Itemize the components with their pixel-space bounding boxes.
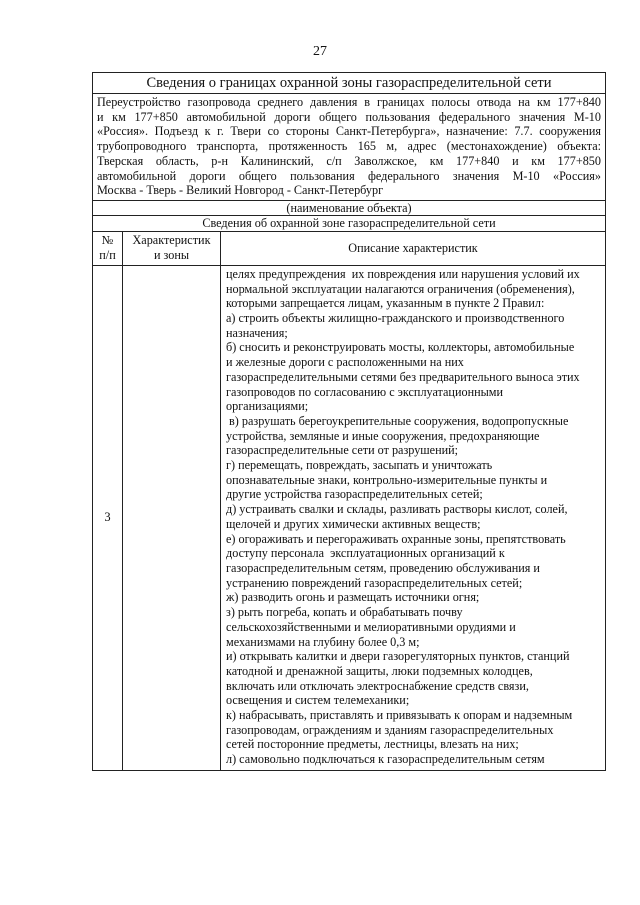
description-line: д) устраивать свалки и склады, разливать растворы кислот, солей,	[226, 502, 568, 517]
description-line: назначения;	[226, 325, 288, 340]
description-line: нормальной эксплуатации налагаются ограничения (обременения),	[226, 281, 575, 296]
description-line: газопроводам, ограждениям и зданиям газораспределительных	[226, 722, 554, 737]
object-description-line: Москва - Тверь - Великий Новгород - Санкт-Петербург	[97, 183, 384, 198]
description-line: газораспределительным сетям, проведению обслуживания и	[226, 560, 540, 575]
object-description-line: и км 177+850 автомобильной дороги общего пользования федерального значения М-10	[97, 109, 601, 124]
column-header-characteristics	[123, 232, 221, 265]
table-header-row	[93, 232, 605, 266]
description-line: з) рыть погреба, копать и обрабатывать почву	[226, 605, 463, 620]
column-header-characteristics-line1: Характеристик	[132, 232, 211, 247]
object-description-line: Тверская область, р-н Калининский, с/п Заволжское, км 177+840 и км 177+850	[97, 153, 601, 168]
description-line: которыми запрещается лицам, указанным в пункте 2 Правил:	[226, 296, 545, 311]
description-line: другие устройства газораспределительных сетей;	[226, 487, 483, 502]
zone-info-table	[92, 72, 606, 771]
object-description	[93, 94, 605, 201]
description-line: к) набрасывать, приставлять и привязывать к опорам и надземным	[226, 708, 573, 723]
description-line: л) самовольно подключаться к газораспределительным сетям	[226, 752, 545, 767]
description-line: и) открывать калитки и двери газорегуляторных пунктов, станций	[226, 649, 570, 664]
object-description-line: автомобильной дороги общего пользования федерального значения М-10 «Россия»	[97, 168, 601, 183]
description-line: газопроводов по согласованию с эксплуатационными	[226, 384, 504, 399]
description-line: а) строить объекты жилищно-гражданского и производственного	[226, 311, 565, 326]
object-description-line: «Россия». Подъезд к г. Твери со стороны Санкт-Петербурга», назначение: 7.7. сооружения	[97, 124, 601, 139]
table-row	[93, 266, 605, 770]
description-line: в) разрушать берегоукрепительные сооружения, водопропускные	[226, 413, 569, 428]
description-line: организациями;	[226, 399, 309, 414]
object-name-note: (наименование объекта)	[93, 201, 605, 217]
description-line: катодной и дренажной защиты, люки подземных колодцев,	[226, 663, 533, 678]
column-header-number-line1: №	[101, 232, 114, 247]
object-description-line: трубопроводного транспорта, протяженность 165 м, адрес (местонахождение) объекта:	[97, 139, 601, 154]
description-line: ж) разводить огонь и размещать источники огня;	[226, 590, 480, 605]
description-line: газораспределительные сети от разрушений;	[226, 443, 459, 458]
description-line: б) сносить и реконструировать мосты, коллекторы, автомобильные	[226, 340, 575, 355]
description-line: газораспределительными сетями без предварительного выноса этих	[226, 369, 580, 384]
column-header-number-line2: п/п	[99, 247, 116, 262]
description-line: и железные дороги с расположенными на них	[226, 355, 464, 370]
zone-section-header: Сведения об охранной зоне газораспределительной сети	[93, 216, 605, 232]
row-description	[221, 266, 605, 770]
row-number: 3	[93, 266, 123, 770]
column-header-number	[93, 232, 123, 265]
description-line: целях предупреждения их повреждения или нарушения условий их	[226, 266, 580, 281]
description-line: доступу персонала эксплуатационных организаций к	[226, 546, 505, 561]
column-header-characteristics-line2: и зоны	[153, 247, 190, 262]
page-number: 27	[313, 44, 327, 59]
object-description-line: Переустройство газопровода среднего давления в границах полосы отвода на км 177+840	[97, 95, 601, 109]
table-title: Сведения о границах охранной зоны газораспределительной сети	[93, 73, 605, 94]
description-line: освещения и систем телемеханики;	[226, 693, 410, 708]
description-line: щелочей и других химически активных веществ;	[226, 516, 481, 531]
description-line: устройства, земляные и иные сооружения, предохраняющие	[226, 428, 540, 443]
description-line: сельскохозяйственными и мелиоративными орудиями и	[226, 619, 516, 634]
description-line: механизмами на глубину более 0,3 м;	[226, 634, 420, 649]
description-line: сетей посторонние предметы, лестницы, влезать на них;	[226, 737, 519, 752]
description-line: г) перемещать, повреждать, засыпать и уничтожать	[226, 458, 493, 473]
description-line: опознавательные знаки, контрольно-измерительные пункты и	[226, 472, 548, 487]
description-line: устранению повреждений газораспределительных сетей;	[226, 575, 523, 590]
description-line: включать или отключать электроснабжение средств связи,	[226, 678, 529, 693]
column-header-description: Описание характеристик	[348, 240, 478, 255]
description-line: е) огораживать и перегораживать охранные зоны, препятствовать	[226, 531, 566, 546]
row-characteristics	[123, 266, 221, 770]
